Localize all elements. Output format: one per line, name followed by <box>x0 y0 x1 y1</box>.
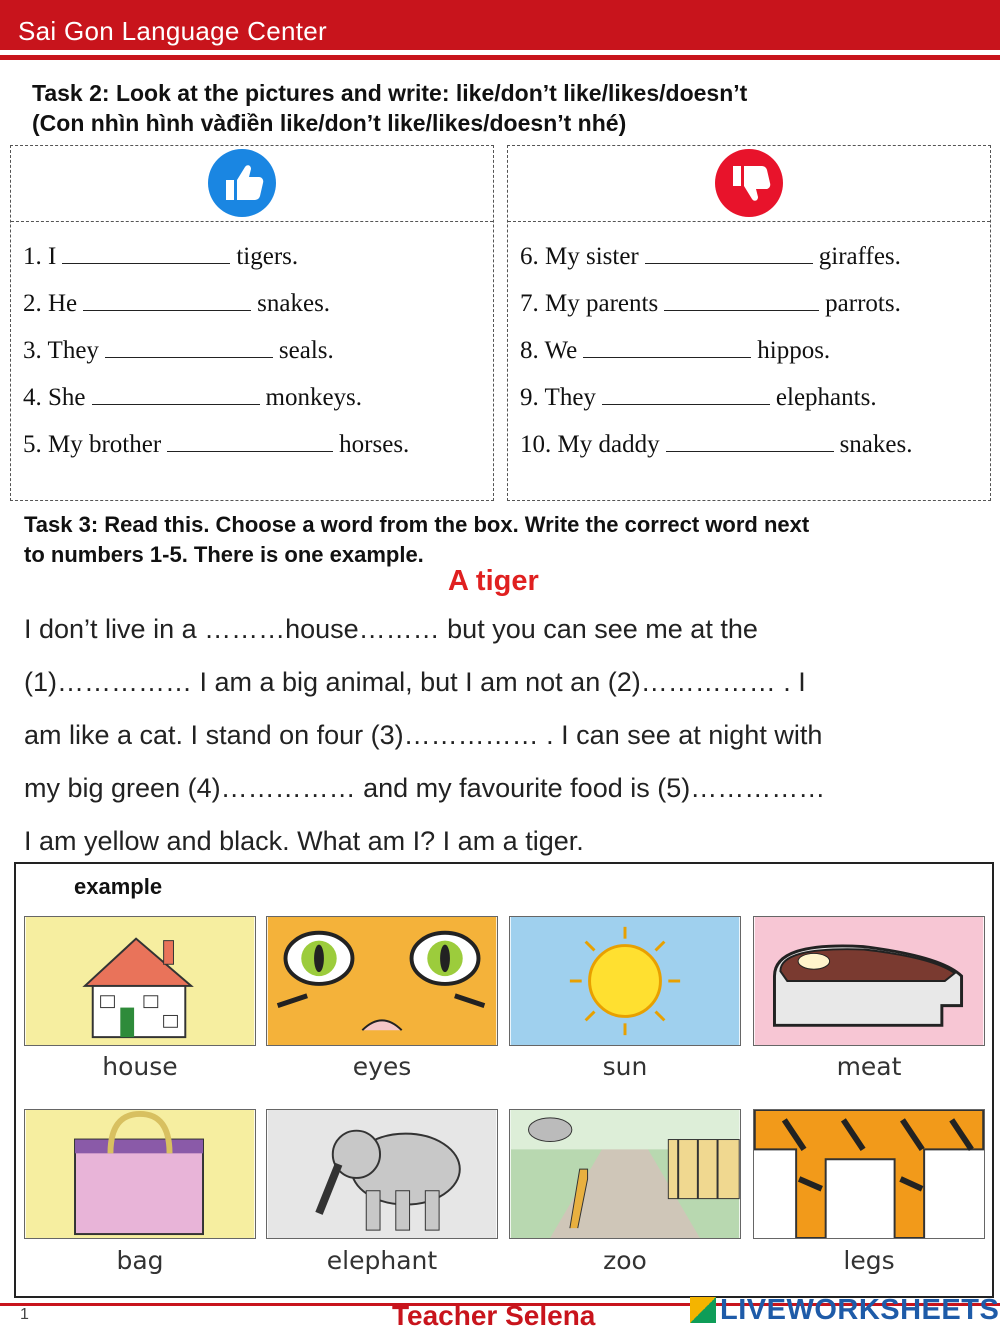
dislike-panel <box>507 145 991 501</box>
sentence-6: 6. My sister giraffes. <box>520 243 901 270</box>
eyes-picture <box>266 916 498 1046</box>
word-meat: meat <box>836 1052 902 1081</box>
zoo-picture <box>509 1109 741 1239</box>
elephant-picture <box>266 1109 498 1239</box>
sentence-10: 10. My daddy snakes. <box>520 431 913 458</box>
story-line: I am yellow and black. What am I? I am a tiger. <box>24 826 584 856</box>
header-bar <box>0 0 1000 54</box>
sun-picture <box>509 916 741 1046</box>
word-legs: legs <box>843 1246 895 1275</box>
word-elephant: elephant <box>326 1246 438 1275</box>
like-panel <box>10 145 494 501</box>
thumbs-down-icon <box>715 149 783 217</box>
answer-blank-5[interactable] <box>167 430 333 452</box>
answer-blank-10[interactable] <box>666 430 834 452</box>
center-title: Sai Gon Language Center <box>18 16 328 46</box>
example-label: example <box>74 874 163 899</box>
story-line: I don’t live in a ………house……… but you can see me at the <box>24 614 758 644</box>
sentence-3: 3. They seals. <box>23 337 334 364</box>
word-house: house <box>102 1052 178 1081</box>
word-sun: sun <box>602 1052 648 1081</box>
sentence-5: 5. My brother horses. <box>23 431 410 458</box>
task2-line2: (Con nhìn hình vàđiền like/don’t like/likes/doesn’t nhé) <box>32 110 627 136</box>
answer-blank-3[interactable] <box>105 336 273 358</box>
word-bag: bag <box>116 1246 164 1275</box>
task2-line1: Task 2: Look at the pictures and write: like/don’t like/likes/doesn’t <box>32 80 748 106</box>
liveworksheets-logo: LIVEWORKSHEETS <box>690 1294 999 1327</box>
sentence-9: 9. They elephants. <box>520 384 877 411</box>
task3-line1: Task 3: Read this. Choose a word from the box. Write the correct word next <box>24 512 810 537</box>
answer-blank-6[interactable] <box>645 242 813 264</box>
word-eyes: eyes <box>352 1052 412 1081</box>
house-picture <box>24 916 256 1046</box>
sentence-8: 8. We hippos. <box>520 337 831 364</box>
story-title: A tiger <box>448 565 539 597</box>
teacher-name: Teacher Selena <box>392 1300 596 1331</box>
answer-blank-9[interactable] <box>602 383 770 405</box>
liveworksheets-badge-icon <box>690 1297 716 1323</box>
task3-instructions <box>24 510 984 570</box>
thumbs-up-icon <box>208 149 276 217</box>
story-line: my big green (4)…………… and my favourite food is (5)…………… <box>24 773 826 803</box>
answer-blank-1[interactable] <box>62 242 230 264</box>
word-zoo: zoo <box>603 1246 647 1275</box>
sentence-4: 4. She monkeys. <box>23 384 363 411</box>
answer-blank-4[interactable] <box>92 383 260 405</box>
story-line: (1)…………… I am a big animal, but I am not an (2)…………… . I <box>24 667 806 697</box>
story-line: am like a cat. I stand on four (3)…………… . I can see at night with <box>24 720 823 750</box>
bag-picture <box>24 1109 256 1239</box>
answer-blank-8[interactable] <box>583 336 751 358</box>
sentence-7: 7. My parents parrots. <box>520 290 901 317</box>
task3-line2: to numbers 1-5. There is one example. <box>24 542 424 567</box>
sentence-1: 1. I tigers. <box>23 243 299 270</box>
story-text <box>24 603 984 868</box>
page-number: 1 <box>20 1306 29 1323</box>
answer-blank-7[interactable] <box>664 289 819 311</box>
answer-blank-2[interactable] <box>83 289 251 311</box>
sentence-2: 2. He snakes. <box>23 290 331 317</box>
meat-picture <box>753 916 985 1046</box>
word-box <box>14 862 994 1298</box>
legs-picture <box>753 1109 985 1239</box>
task2-instructions <box>32 78 747 138</box>
